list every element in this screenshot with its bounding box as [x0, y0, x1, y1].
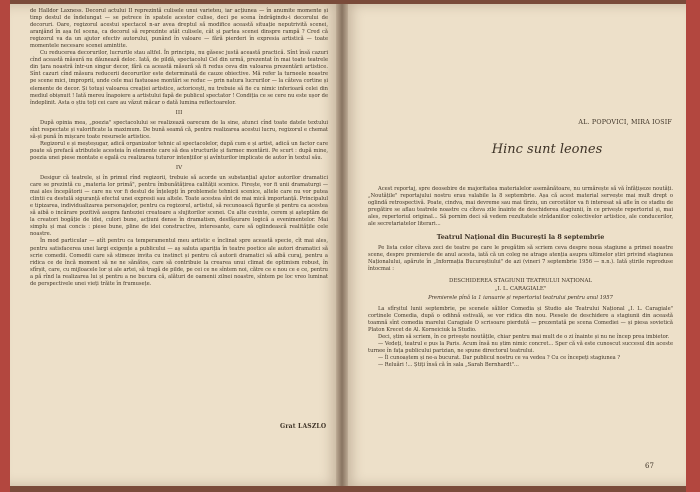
- section-number: III: [175, 109, 183, 116]
- section-number: IV: [175, 164, 183, 171]
- paragraph: Acest reportaj, spre deosebire de majoritatea materialelor asemănătoare, nu urmărește să vă înfățișeze noutăți. „Noutățile" reportajului nostru erau valabile la 8 septembrie. Așa că acest material servește mai mult drept o oglindă retrospectivă. Poate, cindva, mai devreme sau mai tîrziu, un cercetător va fi interesat să afle în ce stadiu de pregătire se aflau teatrele noastre cu cîteva zile înainte de deschiderea stagiunii, în ce privește repertoriul și, mai ales, repertoriul original... Să pornim deci să vedem rezultatele strădaniilor colectivelor artistice, ale conducerilor, ale secretariatelor literari...: [368, 186, 673, 228]
- left-cover-edge: [0, 0, 10, 492]
- paragraph: Pe lista celor cîteva zeci de teatre pe care le pregătim să scriem ceva despre noua stagiune a primei noastre scene, despre premierele de anul acesta, iată că un coleg ne atrage atenția asupra ultimelor știri privind stagiunea Naționalului, apărute în „Informația Bucureștiului" de azi (vineri 7 septembrie 1956 — n.n.). Iată știrile reproduse întocmai :: [368, 245, 673, 273]
- quoted-subheading: „I. L. CARAGIALE": [494, 285, 547, 292]
- article-authors: AL. POPOVICI, MIRA IOSIF: [578, 119, 672, 126]
- paragraph: Desigur că teatrele, și în primul rînd regizorii, trebuie să acorde un substanțial ajutor autorilor dramatici care se prezintă cu „materia lor primă", pentru îmbunătățirea calității scenice. Firește, vor fi unii dramaturgi — mai ales începătorii — care nu vor fi destul de înțelepți în problemele tehnicii scenice, altele care nu vor putea clintii cu destulă siguranță efectul unei expresii sau altele. Toate acestea sînt de mai mică importanță. Principalul e tipizarea, individualizarea personajelor, pentru ca regizorul, artistul, să recunoască figurile și pentru ca acestea să aibă o incărare pozitivă asupra fanteziei creatoare a slujitorilor scenei. Cu alte cuvinte, cerem și așteptăm de la creatori bogăție de idei, culori bune, acțiuni dense în dramatism, desfășurare logică a evenimentelor. Mai simplu și mai concis : piese bune, pline de idei constructive, interesante, care să oglindească realitățile cele noastre.: [30, 175, 328, 238]
- paragraph: În mod particular — atît pentru ca temperamentul meu artistic e înclinat spre această specie, cît mai ales, pentru satisfacerea unei largi exigențe a publicului — aș saluta apariția în teatre poetice ale autori dramatici să scrie comedii. Comedii care să stimeze invita cu instinct și pentru că autorii dramatici să aibă curaj, pentru a ridica ce de încă moment să ne ne sănătos, care să contribuie la crearea unui climat de optimism robust, în sfîrșit, care, cu mijloacele lor și ale artei, să tragă de pilde, pe cei ce ne sîntem noi, către ce e nou ce e ce, pentru a pă rînd la realizarea lui și pentru a ne bucura că, alături de oamenii zilnei noastre, sîntem pe loc vreo luminat de perspectivele unei vieți trăite în frumusețe.: [30, 238, 328, 287]
- article-title: Hinc sunt leones: [491, 142, 603, 157]
- paragraph: Deci, știm să scriem, în ce privește noutățile, chiar pentru mai mult de o zi înainte și nu ne încep prea imbietor.: [378, 333, 670, 340]
- paragraph: Cu reducerea decorurilor, lucrurile stau altfel. În principiu, nu găsesc justă această practică. Sînt însă cazuri cînd această măsură nu dăunează deloc. Iată, de pildă, spectacolul Cel din urmă, prezentat în mai toate teatrele din țara noastră într-un singur decor, fără ca această măsură să fi redus ceva din valoarea prezentării artistice. Sînt cazuri cînd măsura reducerii decorurilor este determinată de cauze obiective. Mă refer la turneele noastre pe scene mici, improprii, unde cele mai fastuoase montări se reduc — prin natura lucrurilor — la câteva cortine și elemente de decor. Și totuși valoarea creației artistice, actoricești, nu trebuie să fie cu nimic inferioară celei din mediul obișnuit ! Iată mereu înapoiere a artistului fapă de publicul spectator ! Condiția ce se cere nu este ușor de îndeplinit. Asta o știu toți cei care au văzut măcar o dată lumina reflectoarelor.: [30, 50, 328, 106]
- quoted-heading: DESCHIDEREA STAGIUNII TEATRULUI NAȚIONAL: [449, 277, 592, 284]
- section-heading: Teatrul Național din București la 8 septembrie: [436, 233, 605, 242]
- dialog-line: — Vedeți, teatrul e pus la Paris. Acum însă nu știm nimic concret... Sper că vă este cunoscut succesul din aceste turnee în fața publicului parizian, ne spune directorul teatrului.: [368, 340, 673, 354]
- left-page-text: [30, 8, 328, 288]
- right-cover-edge: [686, 0, 700, 492]
- left-page: [10, 4, 342, 486]
- dialog-line: — Reluări !... Știți însă că în sala „Sarah Bernhardt"...: [378, 362, 519, 369]
- paragraph: După opinia mea, „poezia" spectacolului se realizează oarecum de la sine, atunci cînd toate datele textului sînt respectate și valorificate la maximum. De bună seamă că, pentru realizarea acestui lucru, regizorul e chemat să-și pună în mișcare toate resursele artistice.: [30, 119, 328, 140]
- right-page: [342, 4, 686, 486]
- paragraph: Regizorul e și meșteșugar, adică organizator tehnic al spectacolelor, după cum e și artist, adică un factor care poate să prefacă atributele acesteia în elemente care să dea structurile și farmec montării. Pe scurt : după mine, poezia unei piese montate e egală cu realizarea tuturor intențiilor și avînturilor implicate de autor în textul său.: [30, 140, 328, 161]
- book-gutter: [336, 4, 348, 486]
- quoted-note: Premierele pînă la 1 ianuarie și repertoriul teatrului pentru anul 1957: [428, 294, 613, 301]
- dialog-line: — Îl cunoaștem și ne-a bucurat. Dar publicul nostru ce va vedea ? Cu ce începeți stagiunea ?: [378, 354, 621, 361]
- author-signature: Grat LASZLO: [280, 423, 327, 430]
- right-page-text: [368, 186, 673, 369]
- page-number: 67: [645, 462, 654, 470]
- paragraph: de Halldor Laxness. Decorul actului II reprezintă culisele unui varieteu, iar acțiunea — în anumite momente și timp destul de îndelungat — se petrece în spatele acestor culise, deci pe scena îndrăgindu-i decorului de decoruri. Oare, regizorul acestui spectacol n-ar avea dreptul să modifice această situație neputrivită scenei, aranjând în așa fel scena, ca decorul să reprezinte atât culisele, cât și partea scenei dinspre rampă ? Cred că regizorul va da un ajutor efectiv autorului, punând în valoare — fără pierderi în expresia artistică — toate momentele necesare scenei amintite.: [30, 8, 328, 50]
- paragraph: La sfîrșitul lunii septembrie, pe scenele sălilor Comedia și Studio ale Teatrului Național „I. L. Caragiale" cortinele Comedia, după o odihnă estivală, se vor ridica din nou. Piesele de deschidere a stagiunii din această toamnă sînt comedia marelui Caragiale O scrisoare pierdută — prezentată pe scena Comediei — și piesa sovietică Platon Krecet de Al. Korneiciuk la Studio.: [368, 305, 673, 333]
